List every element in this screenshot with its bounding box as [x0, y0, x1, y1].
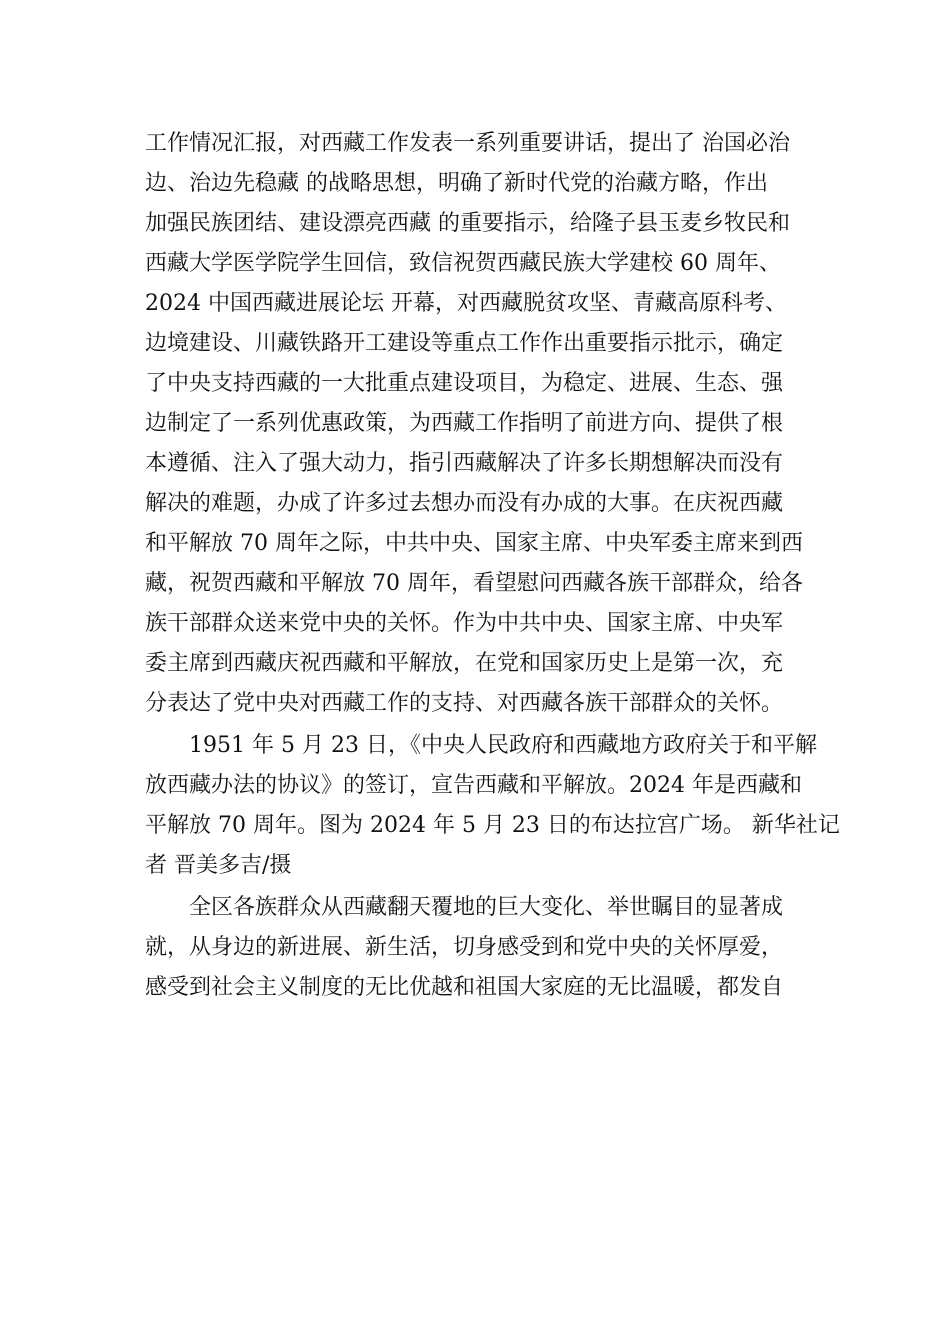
text-line: 本遵循、注入了强大动力，指引西藏解决了许多长期想解决而没有 [145, 451, 784, 476]
paragraph-2-photo-caption [145, 726, 840, 886]
text-line: 1951 年 5 月 23 日，《中央人民政府和西藏地方政府关于和平解 [189, 733, 817, 758]
text-line: 边、治边先稳藏 的战略思想，明确了新时代党的治藏方略，作出 [145, 171, 768, 196]
text-line: 就，从身边的新进展、新生活，切身感受到和党中央的关怀厚爱， [145, 935, 784, 960]
text-line: 2024 中国西藏进展论坛 开幕，对西藏脱贫攻坚、青藏高原科考、 [145, 291, 787, 316]
text-line: 西藏大学医学院学生回信，致信祝贺西藏民族大学建校 60 周年、 [145, 251, 781, 276]
text-line: 分表达了党中央对西藏工作的支持、对西藏各族干部群众的关怀。 [145, 691, 784, 716]
text-line: 加强民族团结、建设漂亮西藏 的重要指示，给隆子县玉麦乡牧民和 [145, 211, 790, 236]
text-line: 放西藏办法的协议》的签订，宣告西藏和平解放。2024 年是西藏和 [145, 773, 802, 798]
paragraph-1 [145, 124, 810, 724]
text-line: 解决的难题，办成了许多过去想办而没有办成的大事。在庆祝西藏 [145, 491, 784, 516]
paragraph-3 [145, 888, 810, 1008]
text-line: 边制定了一系列优惠政策，为西藏工作指明了前进方向、提供了根 [145, 411, 784, 436]
text-line: 了中央支持西藏的一大批重点建设项目，为稳定、进展、生态、强 [145, 371, 784, 396]
text-line: 平解放 70 周年。图为 2024 年 5 月 23 日的布达拉宫广场。 新华社记 [145, 813, 840, 838]
text-line: 者 晋美多吉/摄 [145, 853, 292, 878]
text-line: 工作情况汇报，对西藏工作发表一系列重要讲话，提出了 治国必治 [145, 131, 790, 156]
document-body [145, 124, 840, 1008]
text-line: 藏，祝贺西藏和平解放 70 周年，看望慰问西藏各族干部群众，给各 [145, 571, 803, 596]
text-line: 边境建设、川藏铁路开工建设等重点工作作出重要指示批示，确定 [145, 331, 784, 356]
text-line: 感受到社会主义制度的无比优越和祖国大家庭的无比温暖，都发自 [145, 975, 784, 1000]
text-line: 全区各族群众从西藏翻天覆地的巨大变化、举世瞩目的显著成 [189, 895, 784, 920]
text-line: 和平解放 70 周年之际，中共中央、国家主席、中央军委主席来到西 [145, 531, 803, 556]
text-line: 族干部群众送来党中央的关怀。作为中共中央、国家主席、中央军 [145, 611, 784, 636]
text-line: 委主席到西藏庆祝西藏和平解放，在党和国家历史上是第一次，充 [145, 651, 784, 676]
